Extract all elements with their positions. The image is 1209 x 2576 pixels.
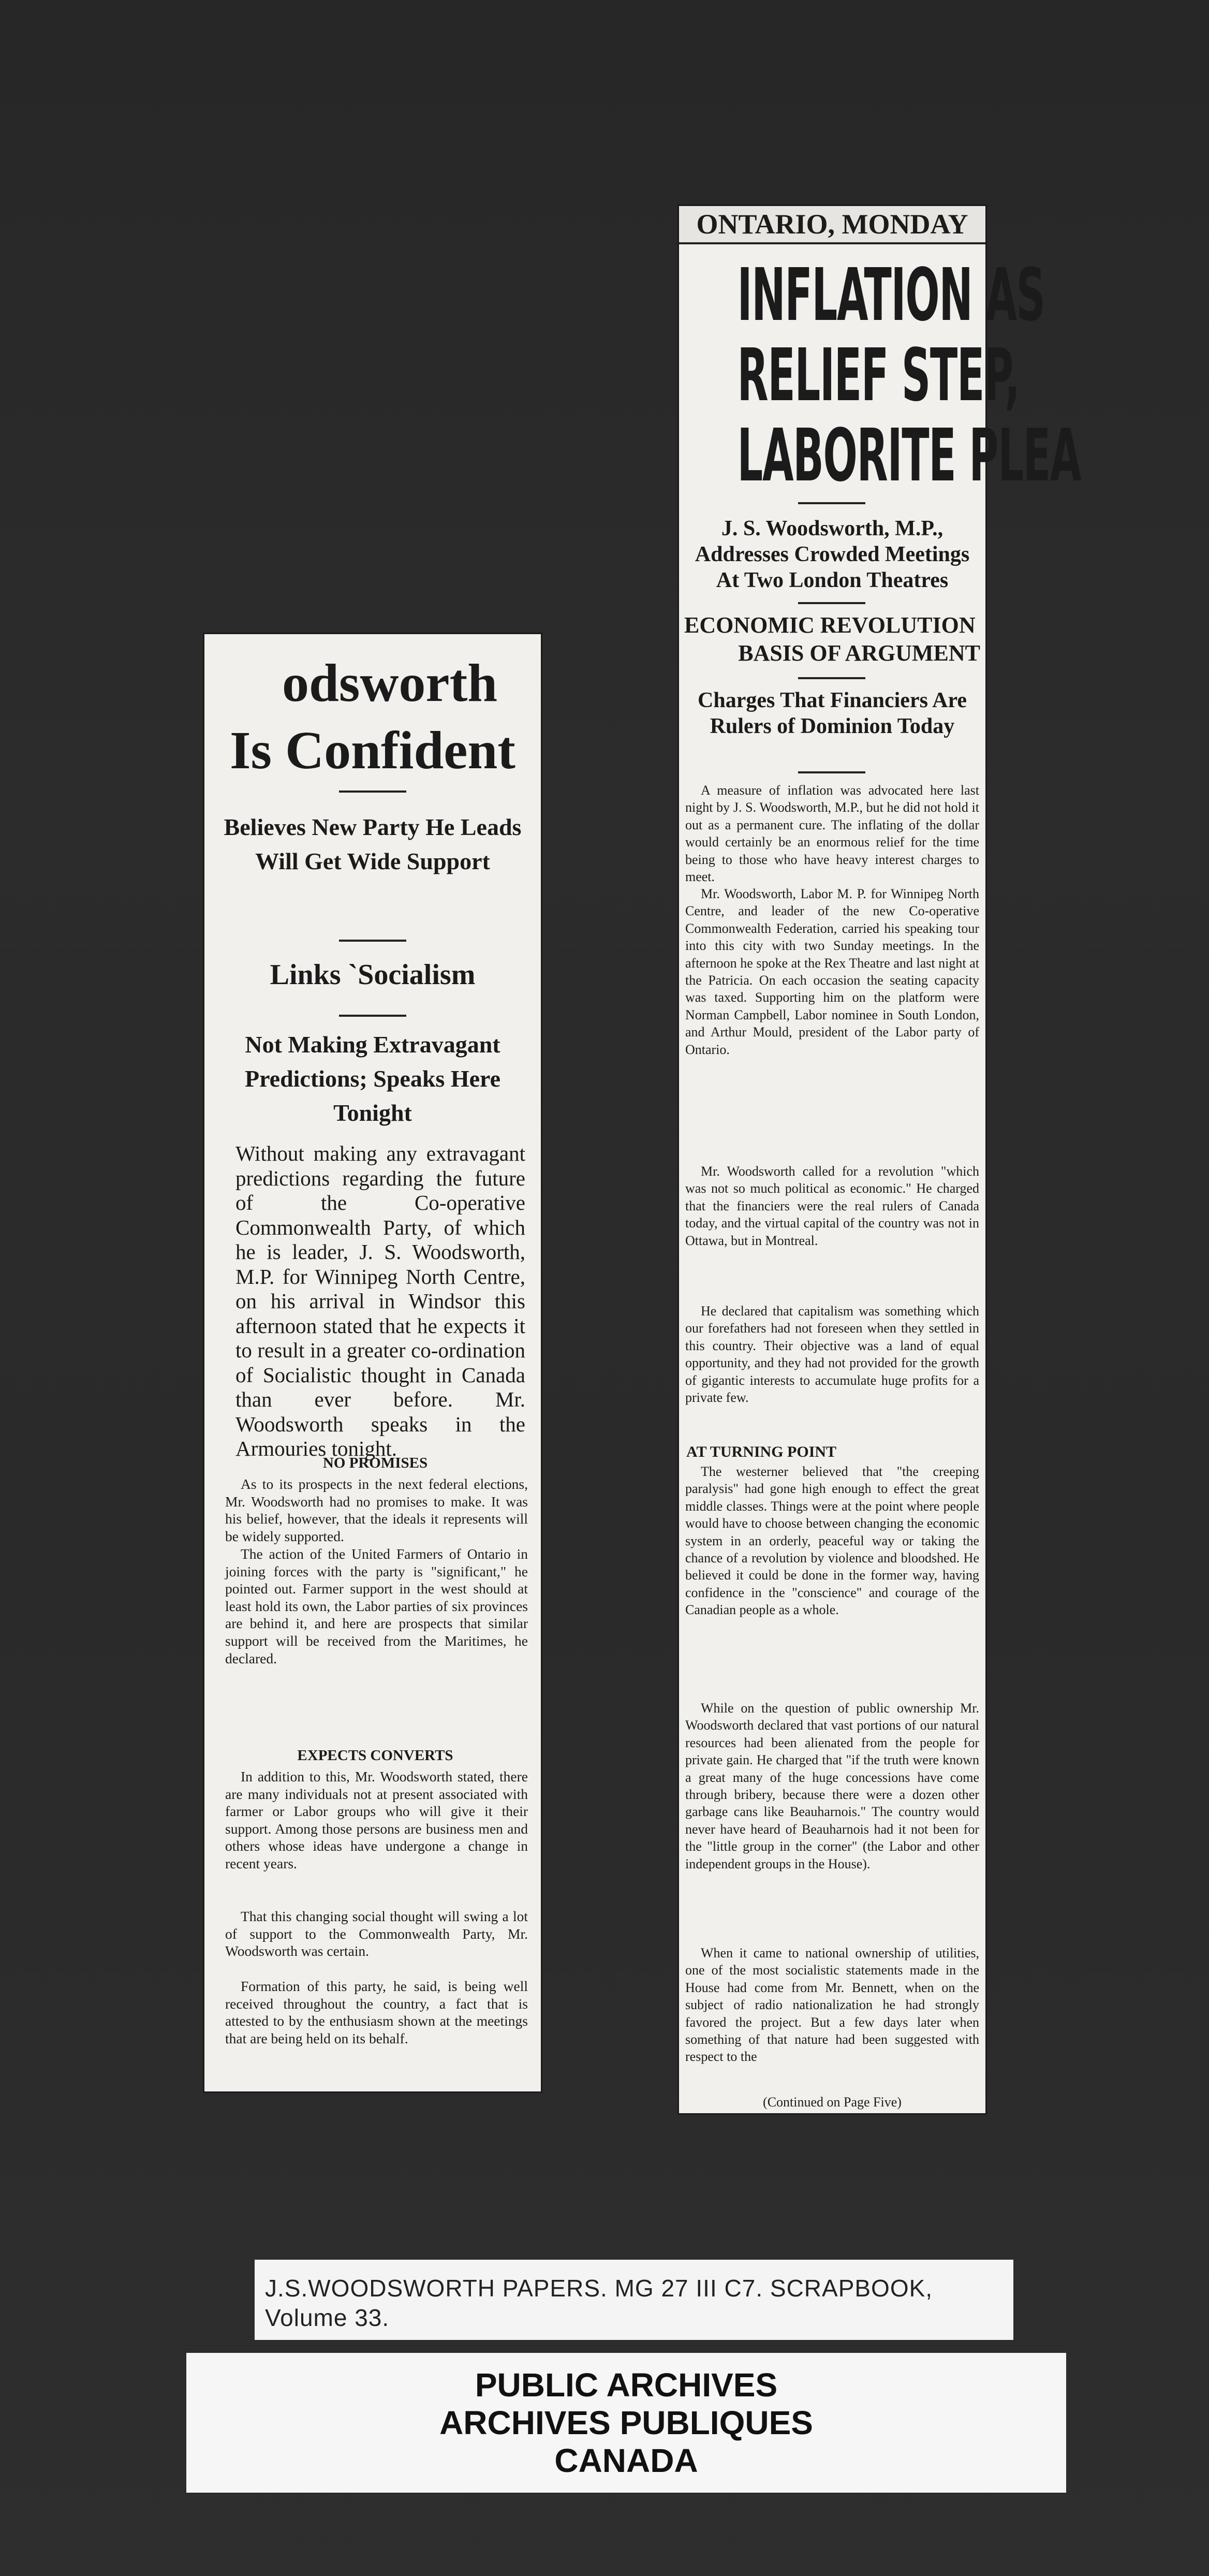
divider <box>339 940 406 942</box>
body-paragraph: That this changing social thought will swing a lot of support to the Commonwealth Party, Mr. Woodsworth was certain. <box>225 1908 528 1959</box>
archives-line-2: ARCHIVES PUBLIQUES <box>439 2404 813 2441</box>
lead-paragraph: Without making any extravagant predictions regarding the future of the Co-operative Commonwealth Party, of which he is leader, J. S. Woodsworth, M.P. for Winnipeg North Centre, on his arrival in Windsor this afternoon stated that he expects it to result in a greater co-ordination of Socialistic thought in Canada than ever before. Mr. Woodsworth speaks in the Armouries tonight. <box>235 1141 525 1460</box>
divider <box>798 771 865 773</box>
archive-reference-label <box>255 2260 1013 2340</box>
deck-crowded-meetings: J. S. Woodsworth, M.P., Addresses Crowded Meetings At Two London Theatres <box>695 517 970 592</box>
deck-speaks-here-tonight: Not Making Extravagant Predictions; Speaks Here Tonight <box>244 1031 501 1126</box>
body-paragraph: In addition to this, Mr. Woodsworth stated, there are many individuals not at present associated with farmer or Labor groups who will give it their support. Among those persons are business men and others whose ideas have undergone a change in recent years. <box>225 1768 528 1871</box>
public-archives-label <box>186 2353 1066 2493</box>
divider <box>798 677 865 679</box>
divider <box>798 502 865 504</box>
headline-line-1: odsworth <box>282 653 498 713</box>
reference-line-2: Volume 33. <box>265 2304 390 2331</box>
headline-line-2: RELIEF STEP, <box>737 333 1020 418</box>
body-paragraph: When it came to national ownership of utilities, one of the most socialistic statements made in the House had come from Mr. Bennett, when on the subject of radio nationalization he had strongly favored the project. But a few days later when something of that nature had been suggested with respect to the <box>685 1945 979 2065</box>
body-paragraph: Mr. Woodsworth called for a revolution "which was not so much political as economic." He charged that the financiers were the real rulers of Canada today, and the virtual capital of the country was not in Ottawa, but in Montreal. <box>685 1164 979 1248</box>
clipping-woodsworth-confident <box>204 634 541 2091</box>
body-paragraph: A measure of inflation was advocated here last night by J. S. Woodsworth, M.P., but he did not hold it out as a permanent cure. The inflating of the dollar would certainly be an enormous relief for the time being to those who have heavy interest charges to meet. <box>685 783 979 885</box>
archives-line-3: CANADA <box>554 2442 698 2479</box>
body-paragraph: The action of the United Farmers of Ontario in joining forces with the party is "significant," he pointed out. Farmer support in the west should at least hold its own, the Labor parties of six provinces are behind it, and here are prospects that similar support will be received from the Maritimes, he declared. <box>225 1546 528 1666</box>
divider <box>339 1015 406 1017</box>
subhead-no-promises: NO PROMISES <box>322 1455 428 1471</box>
subhead-at-turning-point: AT TURNING POINT <box>686 1443 837 1460</box>
dateline: ONTARIO, MONDAY <box>679 206 985 244</box>
deck-links-socialism: Links `Socialism <box>270 959 476 991</box>
body-paragraph: Formation of this party, he said, is being well received throughout the country, a fact that is attested to by the enthusiasm shown at the meetings that are being held on its behalf. <box>225 1978 528 2046</box>
body-paragraph: The westerner believed that "the creeping paralysis" had gone high enough to effect the great middle classes. Things were at the point where people would have to choose between changing the economic system in an orderly, peaceful way or taking the chance of a revolution by violence and bloodshed. He believed it could be done in the former way, having confidence in the "conscience" and courage of the Canadian people as a whole. <box>685 1464 979 1618</box>
headline-line-1: INFLATION AS <box>737 253 1045 338</box>
body-paragraph: Mr. Woodsworth, Labor M. P. for Winnipeg North Centre, and leader of the new Co-operative Commonwealth Federation, carried his speaking tour into this city with two Sunday meetings. In the afternoon he spoke at the Rex Theatre and last night at the Patricia. On each occasion the seating capacity was taxed. Supporting him on the platform were Norman Campbell, Labor nominee in South London, and Arthur Mould, president of the Labor party of Ontario. <box>685 886 979 1057</box>
clipping-inflation-relief-step <box>679 206 1081 2113</box>
deck-financiers-rulers: Charges That Financiers Are Rulers of Dominion Today <box>698 689 967 738</box>
headline-line-2: Is Confident <box>230 721 515 780</box>
reference-line-1: J.S.WOODSWORTH PAPERS. MG 27 III C7. SCRAPBOOK, <box>265 2275 933 2302</box>
subhead-expects-converts: EXPECTS CONVERTS <box>297 1747 453 1764</box>
continued-note: (Continued on Page Five) <box>763 2095 902 2110</box>
headline-line-3: LABORITE PLEA <box>737 414 1081 498</box>
deck-wide-support: Believes New Party He Leads Will Get Wide Support <box>224 814 522 874</box>
archives-line-1: PUBLIC ARCHIVES <box>475 2366 778 2404</box>
deck-basis-of-argument: BASIS OF ARGUMENT <box>738 640 980 666</box>
divider <box>339 791 406 793</box>
body-paragraph: While on the question of public ownership Mr. Woodsworth declared that vast portions of our natural resources had been alienated from the people for private gain. He charged that "if the truth were known a great many of the huge concessions have come through bribery, because there were a dozen other garbage cans like Beauharnois." The country would never have heard of Beauharnois had it not been for the "little group in the corner" (the Labor and other independent groups in the House). <box>685 1701 979 1871</box>
body-paragraph: As to its prospects in the next federal elections, Mr. Woodsworth had no promises to make. It was his belief, however, that the ideals it represents will be widely supported. <box>225 1476 528 1544</box>
deck-economic-revolution: ECONOMIC REVOLUTION <box>684 612 976 638</box>
divider <box>798 602 865 604</box>
body-paragraph: He declared that capitalism was something which our forefathers had not foreseen when they settled in this country. Their objective was a land of equal opportunity, and they had not provided for the growth of gigantic interests to accumulate huge profits for a private few. <box>685 1304 979 1406</box>
